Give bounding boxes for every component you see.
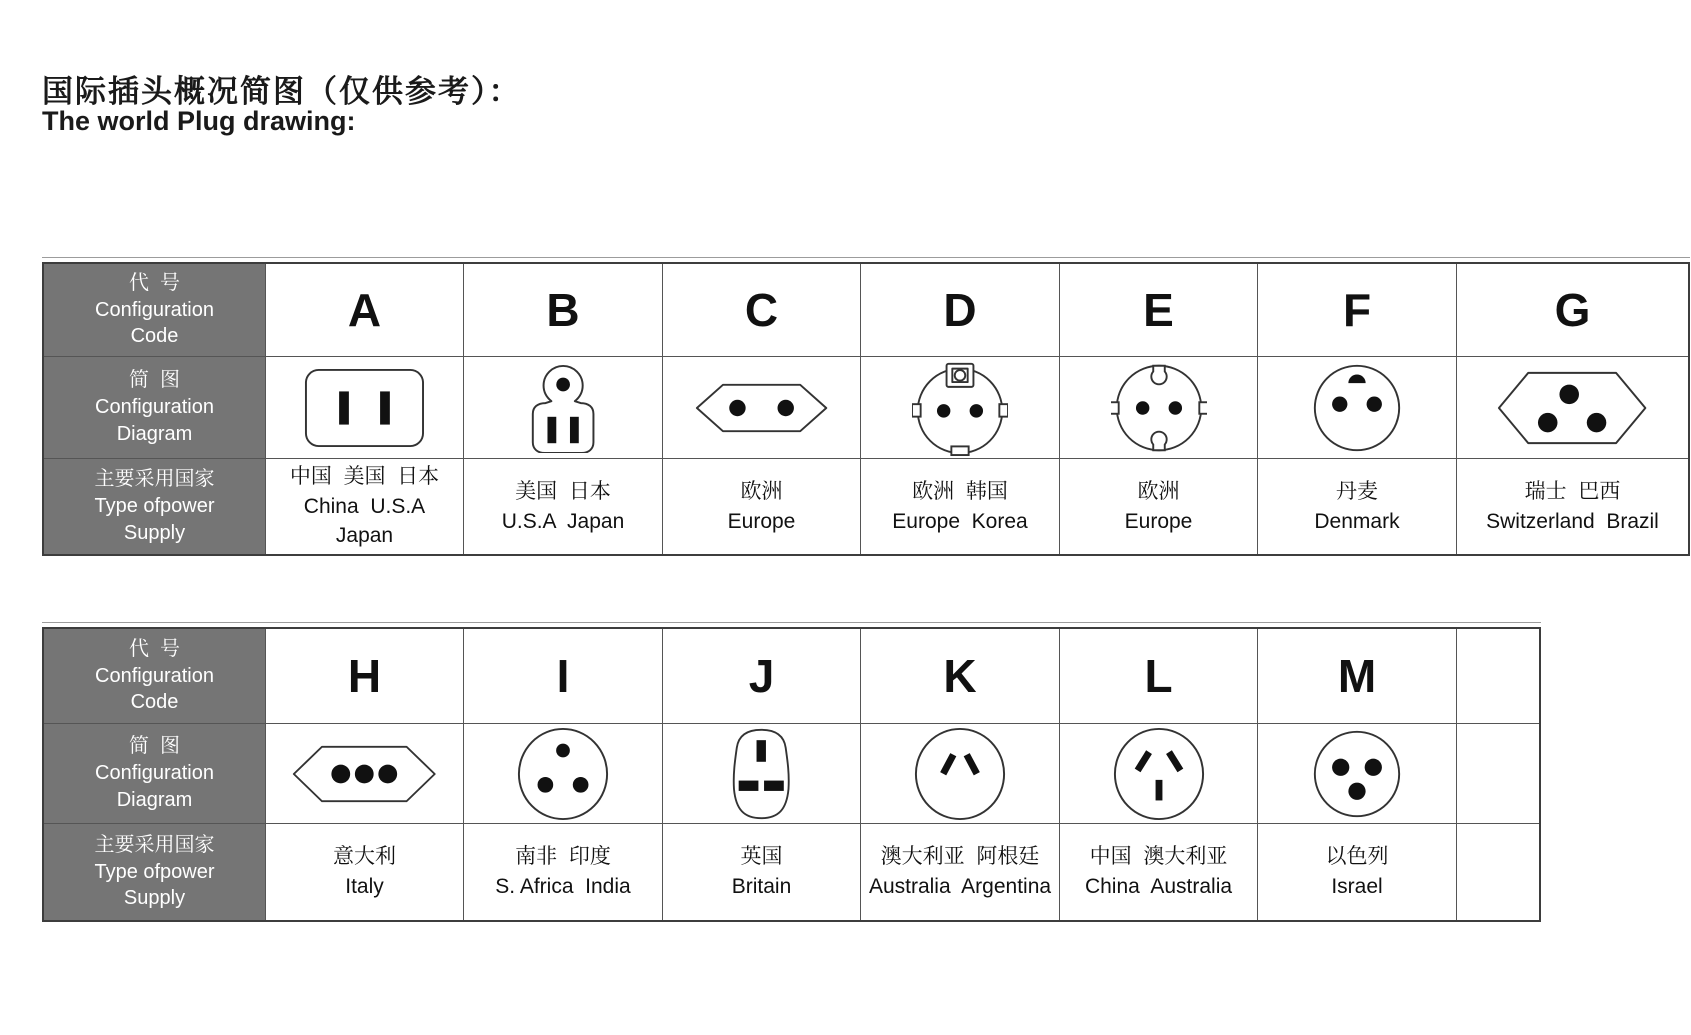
code-cell-B — [464, 264, 663, 357]
row-header-line: Supply — [123, 521, 186, 544]
uk-three-rect-plug-icon — [718, 727, 804, 821]
row-header-line: 简 图 — [128, 735, 181, 758]
countries-cell-I — [464, 824, 663, 920]
country-label: Israel — [1331, 875, 1383, 898]
code-cell-empty — [1457, 629, 1539, 724]
row-header-line: Configuration — [95, 396, 214, 419]
country-label: Denmark — [1314, 509, 1400, 533]
country-label: Australia Argentina — [868, 875, 1052, 898]
configuration-code: L — [1144, 650, 1173, 702]
country-label: 丹麦 — [1336, 479, 1378, 503]
configuration-code: M — [1337, 650, 1377, 702]
row-header-line: 代 号 — [128, 637, 181, 660]
code-cell-L — [1060, 629, 1258, 724]
row-header-supply — [44, 459, 266, 554]
row-header-line: 简 图 — [128, 369, 181, 392]
row-header-code — [44, 264, 266, 357]
configuration-code: F — [1342, 284, 1372, 336]
country-label: 中国 澳大利亚 — [1089, 845, 1228, 869]
country-label: 欧洲 — [740, 479, 783, 503]
countries-cell-K — [861, 824, 1060, 920]
row-header-line: 主要采用国家 — [94, 468, 215, 491]
row-header-line: 主要采用国家 — [94, 833, 215, 856]
row-header-diagram — [44, 357, 266, 459]
diagram-cell-B — [464, 357, 663, 459]
country-label: 澳大利亚 阿根廷 — [880, 845, 1040, 869]
countries-cell-J — [663, 824, 861, 920]
row-header-diagram — [44, 724, 266, 824]
plug-table-a-g — [42, 262, 1690, 556]
row-header-supply — [44, 824, 266, 920]
row-header-line: Code — [130, 691, 179, 714]
countries-cell-M — [1258, 824, 1457, 920]
row-header-line: Configuration — [95, 298, 214, 321]
aus-two-slant-plug-icon — [912, 726, 1008, 822]
country-label: 英国 — [740, 845, 783, 869]
diagram-cell-E — [1060, 357, 1258, 459]
diagram-cell-L — [1060, 724, 1258, 824]
row-header-line: 代 号 — [128, 271, 181, 294]
code-cell-G — [1457, 264, 1688, 357]
danish-plug-icon — [1311, 362, 1403, 454]
diagram-cell-H — [266, 724, 464, 824]
country-label: 南非 印度 — [515, 845, 611, 869]
configuration-code: C — [744, 284, 779, 336]
diagram-cell-A — [266, 357, 464, 459]
countries-cell-H — [266, 824, 464, 920]
country-label: U.S.A Japan — [501, 509, 625, 533]
safrica-three-round-plug-icon — [515, 726, 611, 822]
countries-cell-F — [1258, 459, 1457, 554]
configuration-code: D — [943, 284, 977, 336]
code-cell-K — [861, 629, 1060, 724]
country-label: 中国 美国 日本 — [289, 464, 440, 488]
row-header-line: Diagram — [116, 422, 193, 445]
diagram-cell-K — [861, 724, 1060, 824]
countries-cell-C — [663, 459, 861, 554]
code-cell-I — [464, 629, 663, 724]
country-label: China Australia — [1084, 875, 1233, 898]
diagram-cell-M — [1258, 724, 1457, 824]
configuration-code: G — [1554, 284, 1591, 336]
country-label: Switzerland Brazil — [1486, 509, 1659, 533]
country-label: S. Africa India — [495, 875, 631, 898]
page-title-zh: 国际插头概况简图（仅供参考）： — [42, 74, 522, 109]
plug-table-h-m — [42, 627, 1541, 922]
countries-cell-E — [1060, 459, 1258, 554]
configuration-code: B — [546, 284, 580, 336]
configuration-code: E — [1143, 284, 1174, 336]
diagram-cell-empty — [1457, 724, 1539, 824]
code-cell-D — [861, 264, 1060, 357]
countries-cell-B — [464, 459, 663, 554]
code-cell-E — [1060, 264, 1258, 357]
french-plug-icon — [1111, 360, 1207, 456]
diagram-cell-I — [464, 724, 663, 824]
country-label: 欧洲 — [1137, 479, 1180, 503]
country-label: Europe — [727, 509, 796, 533]
configuration-code: H — [347, 650, 382, 702]
configuration-code: K — [943, 650, 977, 702]
diagram-cell-D — [861, 357, 1060, 459]
country-label: 瑞士 巴西 — [1524, 479, 1621, 503]
country-label: 欧洲 韩国 — [912, 479, 1008, 503]
countries-cell-G — [1457, 459, 1688, 554]
country-label: Japan — [335, 524, 394, 548]
country-label: Britain — [731, 875, 792, 898]
code-cell-F — [1258, 264, 1457, 357]
country-label: Europe Korea — [892, 509, 1028, 533]
us-three-pin-plug-icon — [524, 363, 602, 453]
countries-cell-A — [266, 459, 464, 554]
row-header-line: Code — [130, 325, 179, 348]
configuration-code: A — [347, 284, 382, 336]
code-cell-H — [266, 629, 464, 724]
countries-cell-empty — [1457, 824, 1539, 920]
country-label: 意大利 — [333, 845, 396, 869]
code-cell-M — [1258, 629, 1457, 724]
diagram-cell-F — [1258, 357, 1457, 459]
countries-cell-D — [861, 459, 1060, 554]
country-label: Italy — [345, 875, 384, 898]
row-header-line: Supply — [123, 887, 186, 910]
israel-three-round-plug-icon — [1311, 728, 1403, 820]
swiss-three-round-plug-icon — [1496, 367, 1648, 449]
diagram-cell-J — [663, 724, 861, 824]
row-header-line: Type ofpower — [94, 860, 215, 883]
code-cell-A — [266, 264, 464, 357]
countries-cell-L — [1060, 824, 1258, 920]
code-cell-J — [663, 629, 861, 724]
italian-three-inline-plug-icon — [291, 743, 438, 805]
diagram-cell-G — [1457, 357, 1688, 459]
row-header-line: Type ofpower — [94, 495, 215, 518]
schuko-plug-icon — [912, 360, 1008, 456]
country-label: 以色列 — [1325, 845, 1389, 869]
diagram-cell-C — [663, 357, 861, 459]
row-header-code — [44, 629, 266, 724]
row-header-line: Configuration — [95, 762, 214, 785]
code-cell-C — [663, 264, 861, 357]
country-label: Europe — [1124, 509, 1193, 533]
row-header-line: Diagram — [116, 788, 193, 811]
country-label: China U.S.A — [303, 494, 426, 518]
configuration-code: I — [556, 650, 570, 702]
two-flat-blades-plug-icon — [304, 368, 425, 448]
row-header-line: Configuration — [95, 664, 214, 687]
country-label: 美国 日本 — [515, 479, 611, 503]
europlug-two-round-plug-icon — [694, 380, 829, 436]
page-title-en: The world Plug drawing: — [42, 106, 356, 136]
china-three-flat-plug-icon — [1111, 726, 1207, 822]
configuration-code: J — [748, 650, 775, 702]
